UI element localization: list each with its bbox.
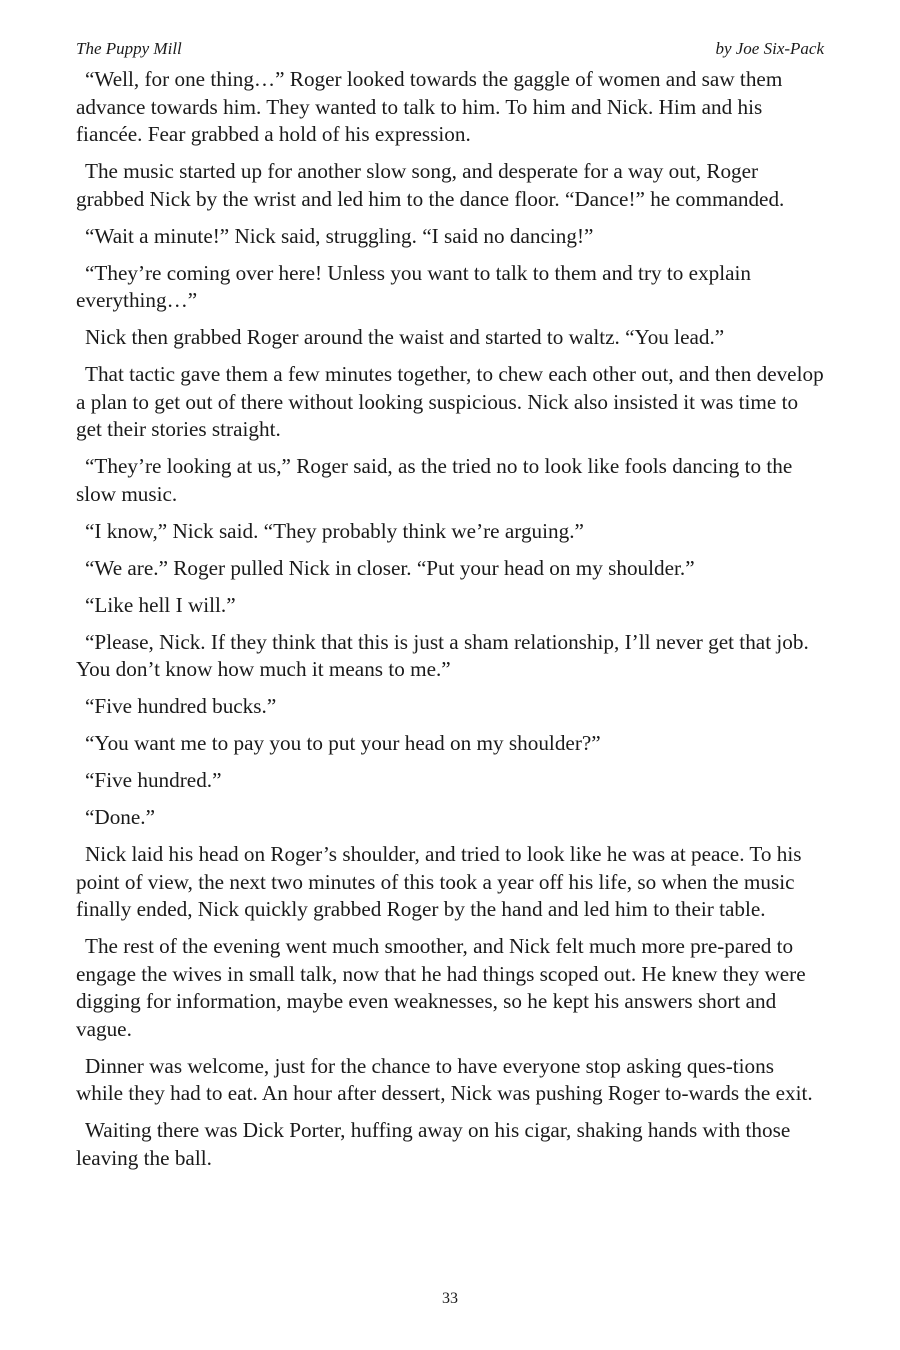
paragraph: The music started up for another slow song, and desperate for a way out, Roger grabbed Nick by the wrist and led him to the dance floor. “Dance!” he commanded.: [76, 159, 785, 211]
page-number: 33: [442, 1290, 458, 1307]
paragraph: Nick then grabbed Roger around the waist and started to waltz. “You lead.”: [85, 325, 725, 349]
paragraph: Waiting there was Dick Porter, huffing away on his cigar, shaking hands with those leaving the ball.: [76, 1118, 791, 1170]
author-byline: by Joe Six-Pack: [715, 39, 824, 58]
paragraph: “Well, for one thing…” Roger looked towards the gaggle of women and saw them advance towards him. They wanted to talk to him. To him and Nick. Him and his fiancée. Fear grabbed a hold of his expression.: [76, 67, 783, 146]
paragraph: “They’re coming over here! Unless you want to talk to them and try to explain everything…”: [76, 260, 752, 312]
paragraph: “Five hundred bucks.”: [85, 694, 277, 718]
paragraph: “Wait a minute!” Nick said, struggling. “I said no dancing!”: [85, 223, 594, 248]
paragraph: Dinner was welcome, just for the chance to have everyone stop asking ques-tions while they had to eat. An hour after dessert, Nick was pushing Roger to-wards the exit.: [76, 1053, 813, 1105]
paragraph: Nick laid his head on Roger’s shoulder, and tried to look like he was at peace. To his point of view, the next two minutes of this took a year off his life, so when the music finally ended, Nick quickly grabbed Roger by the hand and led him to their table.: [76, 842, 802, 921]
paragraph: “Please, Nick. If they think that this is just a sham relationship, I’ll never get that job. You don’t know how much it means to me.”: [76, 629, 809, 681]
paragraph: “Done.”: [85, 805, 155, 829]
running-header: [76, 38, 824, 60]
paragraph: The rest of the evening went much smoother, and Nick felt much more pre-pared to engage the wives in small talk, now that he had things scoped out. He knew they were digging for information, maybe even weaknesses, so he kept his answers short and vague.: [76, 934, 806, 1041]
paragraph: “Like hell I will.”: [85, 592, 236, 617]
body-text: [76, 66, 824, 1182]
paragraph: “You want me to pay you to put your head on my shoulder?”: [85, 731, 601, 755]
paragraph: “They’re looking at us,” Roger said, as the tried no to look like fools dancing to the slow music.: [76, 454, 793, 506]
paragraph: That tactic gave them a few minutes together, to chew each other out, and then develop a plan to get out of there without looking suspicious. Nick also insisted it was time to get their stories straight.: [76, 362, 824, 441]
book-title: The Puppy Mill: [76, 39, 182, 58]
paragraph: “We are.” Roger pulled Nick in closer. “Put your head on my shoulder.”: [85, 555, 695, 580]
paragraph: “I know,” Nick said. “They probably think we’re arguing.”: [85, 518, 584, 543]
paragraph: “Five hundred.”: [85, 768, 222, 792]
